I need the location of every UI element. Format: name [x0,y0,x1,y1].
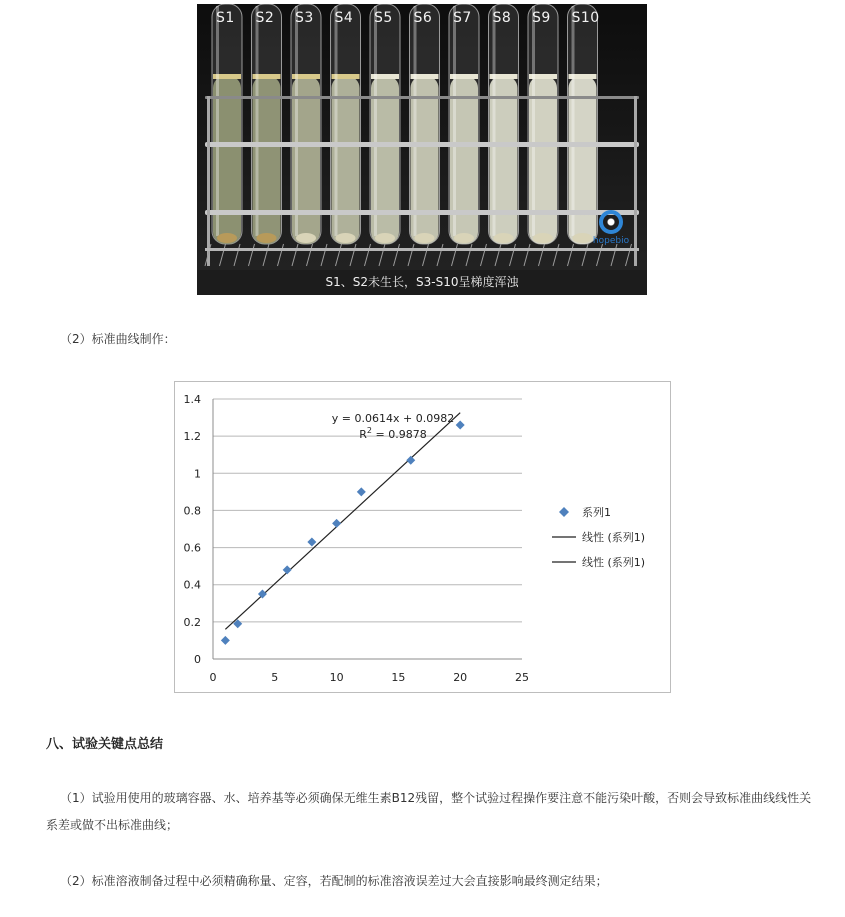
y-tick-label: 0 [194,653,201,666]
tube-highlight [335,6,338,236]
tube-sediment [217,233,237,243]
tube-sediment [296,233,316,243]
y-tick-label: 0.8 [183,504,201,518]
tube-label: S3 [295,10,314,26]
tube-label: S1 [216,10,235,26]
tube-sediment [415,233,435,243]
data-point [283,565,292,574]
tube-sediment [533,233,553,243]
tube-highlight [374,6,377,236]
tube-sediment [454,233,474,243]
x-tick-label: 5 [271,671,279,684]
y-tick-label: 0.6 [183,541,201,555]
tube-highlight [572,6,575,236]
tube-highlight [216,6,219,236]
y-tick-label: 1.2 [183,430,201,444]
standard-curve-intro: （2）标准曲线制作： [60,332,176,346]
tube-sediment [375,233,395,243]
data-point [258,590,267,599]
y-tick-label: 0.2 [183,615,201,629]
tube-label: S4 [334,10,354,26]
legend-label-series: 系列1 [582,506,611,519]
standard-curve-chart [174,381,671,693]
rack-top-bar [205,96,639,99]
legend-label-trendline: 线性 (系列1) [582,531,646,544]
test-tube-photo [197,4,647,295]
data-point [456,421,465,430]
tube-label: S6 [413,10,433,26]
tube-sediment [257,233,277,243]
legend-marker-series [559,507,569,517]
section-8-heading: 八、试验关键点总结 [46,737,164,752]
tube-label: S10 [571,10,600,26]
x-tick-label: 10 [329,671,344,684]
photo-caption: S1、S2未生长，S3-S10呈梯度浑浊 [197,270,647,295]
x-tick-label: 15 [391,671,406,684]
test-tube-rack-illustration [197,4,647,295]
tube-sediment [336,233,356,243]
x-tick-label: 20 [453,671,468,684]
tube-highlight [256,6,259,236]
standard-curve-svg [175,382,670,692]
trendline-equation: y = 0.0614x + 0.0982 [331,412,455,425]
rack-lower-bar [205,210,639,215]
legend-label-trendline: 线性 (系列1) [582,556,646,569]
x-tick-label: 0 [209,671,217,684]
watermark-text: hopebio [592,236,630,246]
tube-highlight [414,6,417,236]
data-point [357,487,366,496]
data-point [332,519,341,528]
tube-label: S9 [532,10,551,26]
rack-base-bar [205,248,639,251]
key-point-1: （1）试验用使用的玻璃容器、水、培养基等必须确保无维生素B12残留，整个试验过程操作要注意不能污染叶酸，否则会导致标准曲线线性关系差或做不出标准曲线； [46,791,812,832]
hopebio-logo-icon [599,210,623,234]
tube-label: S8 [492,10,512,26]
data-point [406,456,415,465]
data-point [221,636,230,645]
tube-highlight [295,6,298,236]
data-point [307,538,316,547]
tube-label: S2 [255,10,275,26]
hopebio-watermark [582,210,640,246]
rack-upper-bar [205,142,639,147]
tube-label: S5 [374,10,393,26]
trendline [225,413,460,630]
x-tick-label: 25 [515,671,529,684]
y-tick-label: 0.4 [183,578,201,592]
rack-left-post [207,96,210,266]
tube-highlight [453,6,456,236]
key-point-2: （2）标准溶液制备过程中必须精确称量、定容，若配制的标准溶液误差过大会直接影响最终测定结果； [60,874,608,888]
y-tick-label: 1.4 [183,393,201,406]
tube-highlight [532,6,535,236]
tube-highlight [493,6,496,236]
y-tick-label: 1 [194,467,201,481]
tube-sediment [494,233,514,243]
trendline-r-squared: $R^2 = 0.9878$ [359,426,427,441]
tube-label: S7 [453,10,472,26]
